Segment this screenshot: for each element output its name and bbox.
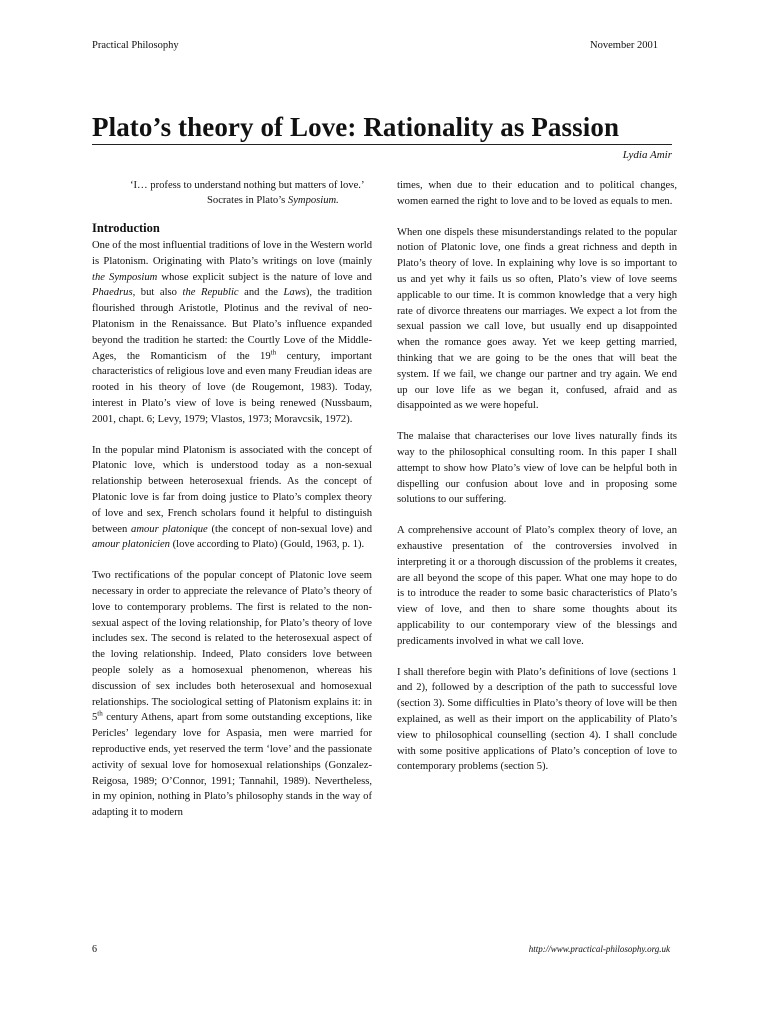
- left-column: [92, 178, 372, 836]
- title-rule: [92, 144, 672, 145]
- section-heading-introduction: Introduction: [92, 221, 160, 235]
- journal-name: Practical Philosophy: [92, 40, 179, 51]
- right-paragraph-1: When one dispels these misunderstandings related to the popular notion of Platonic love, one finds a great richness and depth in Plato’s theory of love. In explaining why love is so important to us and yet why it fails us so often, Plato’s view of love seems applicable to our time. It is common knowledge that a very high rate of divorce threatens our marriages. We expect a lot from the sexual passion we call love, but usually end up disappointed when the romance goes away. Yet we keep getting married, thinking that we are going to be the ones that will beat the system. If we fail, we change our partner and try again. We end up our love life as we began it, confused, afraid and as disappointed as we were hopeful.: [397, 226, 677, 412]
- right-paragraph-continuation: times, when due to their education and to political changes, women earned the right to love and to be loved as equals to men.: [397, 180, 677, 207]
- footer-url[interactable]: http://www.practical-philosophy.org.uk: [528, 944, 670, 954]
- issue-date: November 2001: [590, 40, 658, 51]
- author-name: Lydia Amir: [622, 149, 672, 161]
- epigraph: [92, 178, 372, 208]
- epigraph-quote: ‘I… profess to understand nothing but matters of love.’: [130, 180, 365, 191]
- right-column: [397, 178, 677, 790]
- article-title: Plato’s theory of Love: Rationality as Passion: [92, 112, 620, 142]
- right-paragraph-3: A comprehensive account of Plato’s complex theory of love, an exhaustive presentation of the controversies involved in interpreting it or a thorough discussion of the problems it creates, are all beyond the scope of this paper. What one may hope to do is to introduce the reader to some basic characteristics of Plato’s view of love, and then to share some thoughts about its applicability to our contemporary view of the blessings and predicaments involved in what we call love.: [397, 525, 677, 647]
- intro-paragraph-2: In the popular mind Platonism is associated with the concept of Platonic love, which is understood today as a non-sexual relationship between heterosexual friends. As the concept of Platonic love is far from doing justice to Plato’s complex theory of love and sex, French scholars found it helpful to distinguish between amour platonique (the concept of non-sexual love) and amour platonicien (love according to Plato) (Gould, 1963, p. 1).: [92, 444, 372, 551]
- intro-paragraph-1: One of the most influential traditions of love in the Western world is Platonism. Originating with Plato’s writings on love (mainly the Symposium whose explicit subject is the nature of love and Phaedrus, but also the Republic and the Laws), the tradition flourished through Aristotle, Plotinus and the revival of neo-Platonism in the Renaissance. But Plato’s influence expanded beyond the tradition he started: the Courtly Love of the Middle-Ages, the Romanticism of the 19th century, important characteristics of religious love and even many Freudian ideas are rooted in his theory of love (de Rougemont, 1983). Today, interest in Plato’s view of love is being renewed (Nussbaum, 2001, chapt. 6; Levy, 1979; Vlastos, 1973; Moravcsik, 1972).: [92, 240, 373, 425]
- epigraph-attribution: Socrates in Plato’s Symposium.: [207, 195, 339, 206]
- right-paragraph-2: The malaise that characterises our love lives naturally finds its way to the philosophical consulting room. In this paper I shall attempt to show how Plato’s view of love can be helpful both in dispelling our confusion about love and in proposing some solutions to our suffering.: [397, 431, 677, 506]
- right-paragraph-4: I shall therefore begin with Plato’s definitions of love (sections 1 and 2), followed by a description of the path to successful love (section 3). Some difficulties in Plato’s theory of love will be then explained, as well as their import on the applicability of Plato’s view to philosophical counselling (section 4). I shall conclude with some positive applications of Plato’s conception of love to contemporary problems (section 5).: [397, 666, 677, 773]
- intro-paragraph-3: Two rectifications of the popular concept of Platonic love seem necessary in order to appreciate the relevance of Plato’s theory of love to contemporary problems. The first is related to the non-sexual aspect of the loving relationship, for Plato’s theory of love includes sex. The second is related to the heterosexual aspect of the loving relationship. Indeed, Plato considers love between people solely as a homosexual phenomenon, whereas his discussion of sex includes both heterosexual and homosexual relationships. The sociological setting of Platonism explains it: in 5th century Athens, apart from some outstanding exceptions, like Pericles’ legendary love for Aspasia, men were married for reproductive ends, yet reserved the term ‘love’ and the passionate activity of sexual love for homosexual relationships (Gonzalez-Reigosa, 1989; O’Connor, 1991; Tannahil, 1989). Nevertheless, in my opinion, nothing in Plato’s philosophy stands in the way of adapting it to modern: [92, 570, 372, 819]
- page-number: 6: [92, 944, 97, 955]
